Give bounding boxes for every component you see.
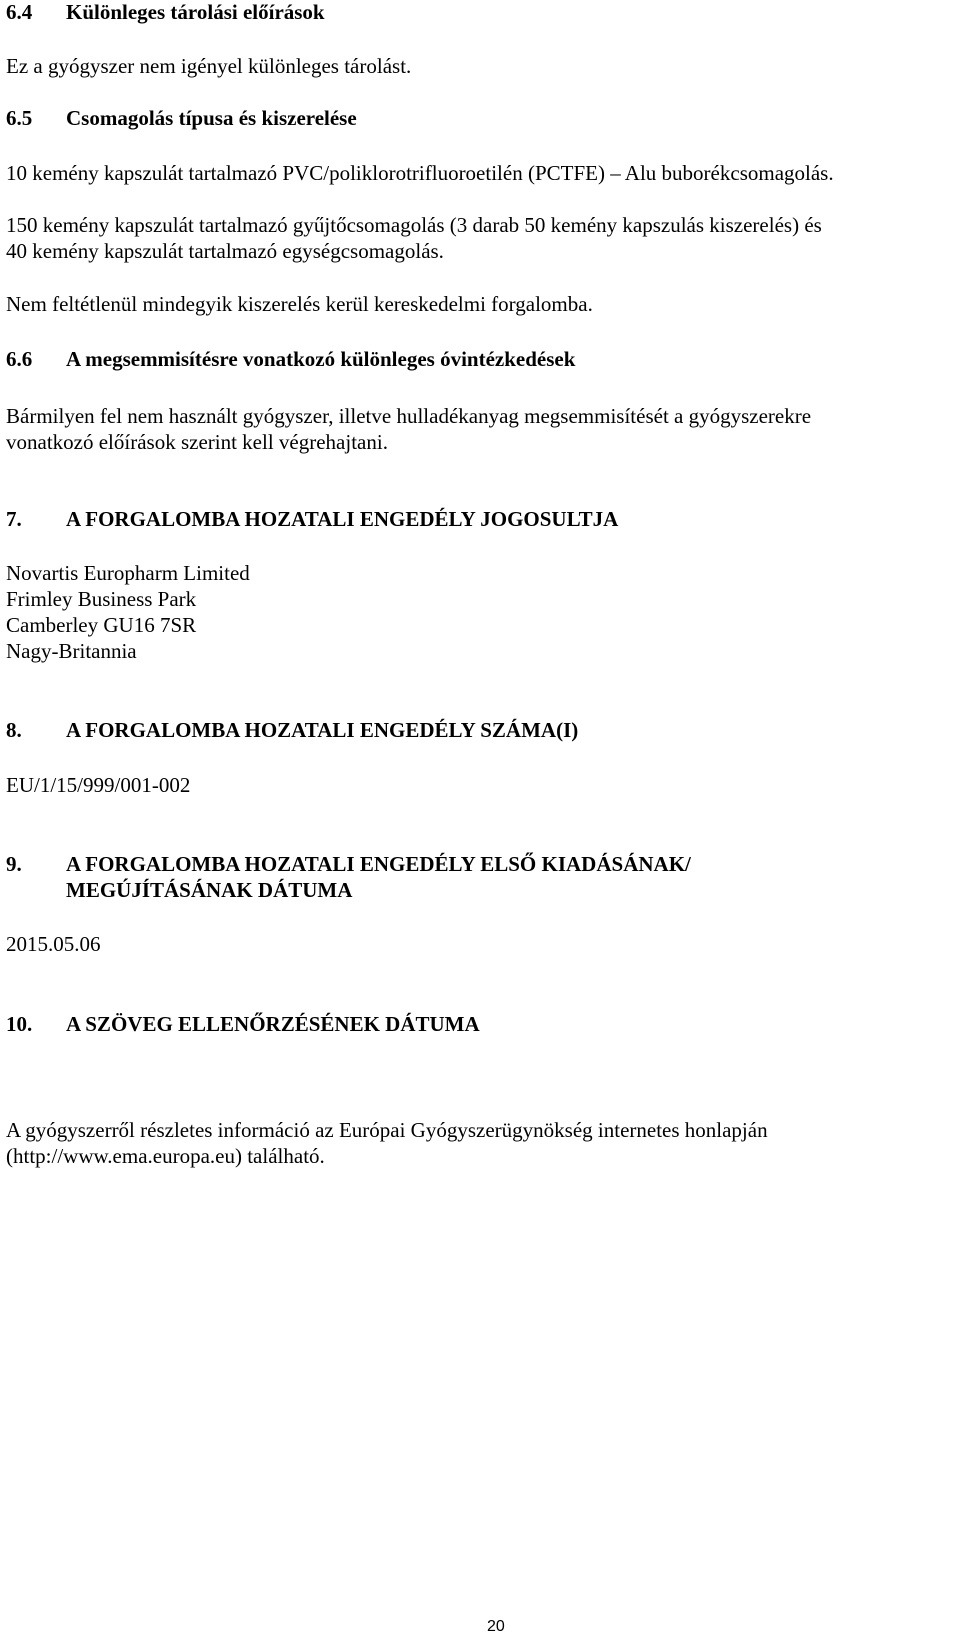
section-title: A megsemmisítésre vonatkozó különleges óvintézkedések	[66, 347, 576, 371]
section-title: A FORGALOMBA HOZATALI ENGEDÉLY JOGOSULTJA	[66, 507, 619, 531]
section-title: A FORGALOMBA HOZATALI ENGEDÉLY ELSŐ KIADÁSÁNAK/	[66, 852, 691, 876]
section-number: 9.	[6, 852, 22, 876]
storage-text: Ez a gyógyszer nem igényel különleges tárolást.	[6, 54, 412, 78]
package-paragraph-2-line-1: 150 kemény kapszulát tartalmazó gyűjtőcsomagolás (3 darab 50 kemény kapszulás kiszerelés) és	[6, 213, 822, 237]
package-paragraph-3: Nem feltétlenül mindegyik kiszerelés kerül kereskedelmi forgalomba.	[6, 292, 593, 316]
section-number: 10.	[6, 1012, 33, 1036]
authorisation-number: EU/1/15/999/001-002	[6, 773, 191, 797]
section-number: 8.	[6, 718, 22, 742]
heading-6-6	[6, 345, 575, 373]
holder-address-line-1: Novartis Europharm Limited	[6, 561, 250, 585]
disposal-text-line-2: vonatkozó előírások szerint kell végrehajtani.	[6, 430, 388, 454]
holder-address-line-4: Nagy-Britannia	[6, 639, 137, 663]
page-number: 20	[487, 1618, 505, 1635]
section-title: A FORGALOMBA HOZATALI ENGEDÉLY SZÁMA(I)	[66, 718, 579, 742]
heading-10	[6, 1010, 480, 1038]
heading-9-line-2: MEGÚJÍTÁSÁNAK DÁTUMA	[66, 878, 353, 902]
heading-9	[6, 850, 691, 878]
section-title: Csomagolás típusa és kiszerelése	[66, 106, 357, 130]
heading-6-5	[6, 104, 357, 132]
disposal-text-line-1: Bármilyen fel nem használt gyógyszer, illetve hulladékanyag megsemmisítését a gyógyszerekre	[6, 404, 812, 428]
heading-6-4	[6, 0, 325, 26]
holder-address-line-2: Frimley Business Park	[6, 587, 197, 611]
section-number: 7.	[6, 507, 22, 531]
package-paragraph-2-line-2: 40 kemény kapszulát tartalmazó egységcsomagolás.	[6, 239, 444, 263]
holder-address-line-3: Camberley GU16 7SR	[6, 613, 197, 637]
heading-7	[6, 505, 618, 533]
info-text-line-1: A gyógyszerről részletes információ az Európai Gyógyszerügynökség internetes honlapján	[6, 1118, 768, 1142]
heading-8	[6, 716, 578, 744]
section-number: 6.5	[6, 106, 33, 130]
section-title: Különleges tárolási előírások	[66, 0, 325, 24]
section-number: 6.4	[6, 0, 33, 24]
authorisation-date: 2015.05.06	[6, 932, 101, 956]
section-title: A SZÖVEG ELLENŐRZÉSÉNEK DÁTUMA	[66, 1012, 480, 1036]
package-paragraph-1: 10 kemény kapszulát tartalmazó PVC/poliklorotrifluoroetilén (PCTFE) – Alu buborékcsomagolás.	[6, 161, 834, 185]
section-number: 6.6	[6, 347, 33, 371]
info-text-line-2: (http://www.ema.europa.eu) található.	[6, 1144, 325, 1168]
